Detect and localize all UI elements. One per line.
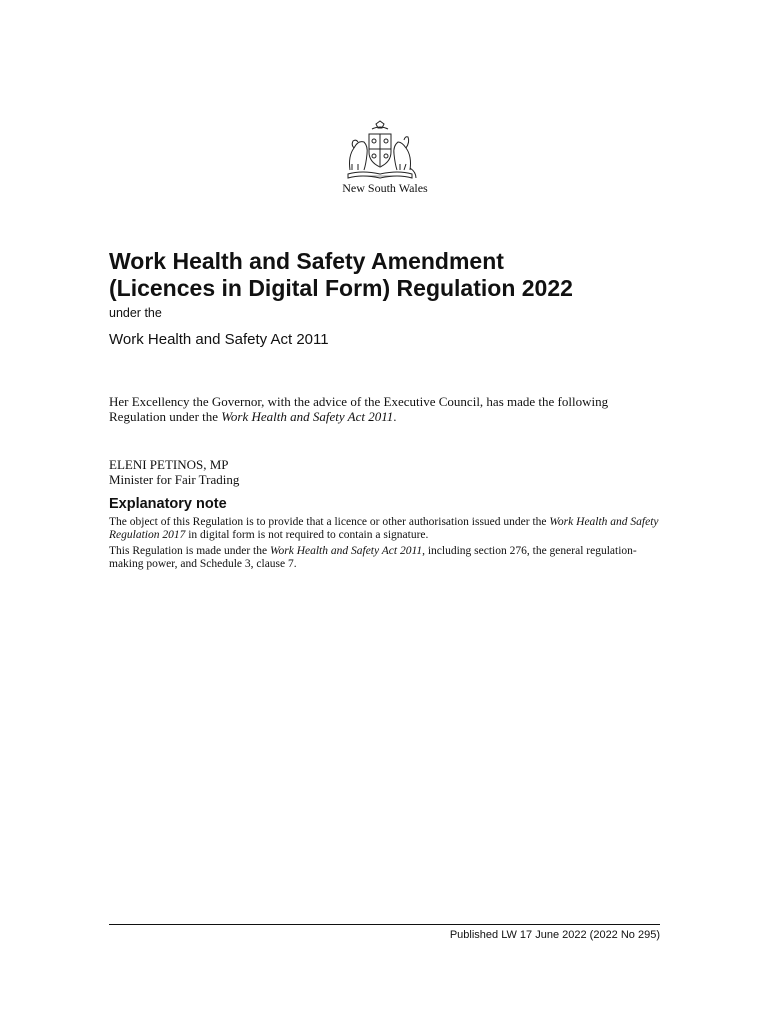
signatory-block (109, 457, 239, 487)
preamble-act-title: Work Health and Safety Act 2011 (221, 409, 394, 424)
note-p1-end: in digital form is not required to contain a signature. (185, 529, 429, 541)
regulation-title (109, 248, 669, 302)
nsw-coat-of-arms-icon (342, 120, 418, 182)
principal-act-name: Work Health and Safety Act 2011 (109, 331, 329, 348)
preamble-paragraph (109, 394, 664, 424)
regulation-title-line-2: (Licences in Digital Form) Regulation 2022 (109, 275, 573, 301)
footer-divider (109, 924, 660, 925)
signatory-name: ELENI PETINOS, MP (109, 457, 229, 472)
explanatory-note-heading: Explanatory note (109, 496, 227, 512)
preamble-end: . (393, 409, 397, 424)
signatory-role: Minister for Fair Trading (109, 472, 240, 487)
jurisdiction-label: New South Wales (342, 181, 428, 195)
regulation-title-line-1: Work Health and Safety Amendment (109, 248, 504, 274)
note-p2-act-title: Work Health and Safety Act 2011 (269, 545, 423, 557)
explanatory-note-paragraph-1 (109, 516, 664, 542)
note-p1-text: The object of this Regulation is to provide that a licence or other authorisation issued under the (109, 516, 550, 528)
explanatory-note-paragraph-2 (109, 545, 664, 571)
publication-footer: Published LW 17 June 2022 (2022 No 295) (449, 929, 660, 941)
under-the-label: under the (109, 306, 162, 320)
note-p2-end: , including section 276, the general regulation-making power, and Schedule 3, clause 7. (109, 545, 637, 570)
preamble-text: Her Excellency the Governor, with the advice of the Executive Council, has made the following Regulation under the (109, 394, 609, 424)
note-p2-text: This Regulation is made under the (109, 545, 270, 557)
note-p1-regulation-title: Work Health and Safety Regulation 2017 (109, 516, 659, 541)
